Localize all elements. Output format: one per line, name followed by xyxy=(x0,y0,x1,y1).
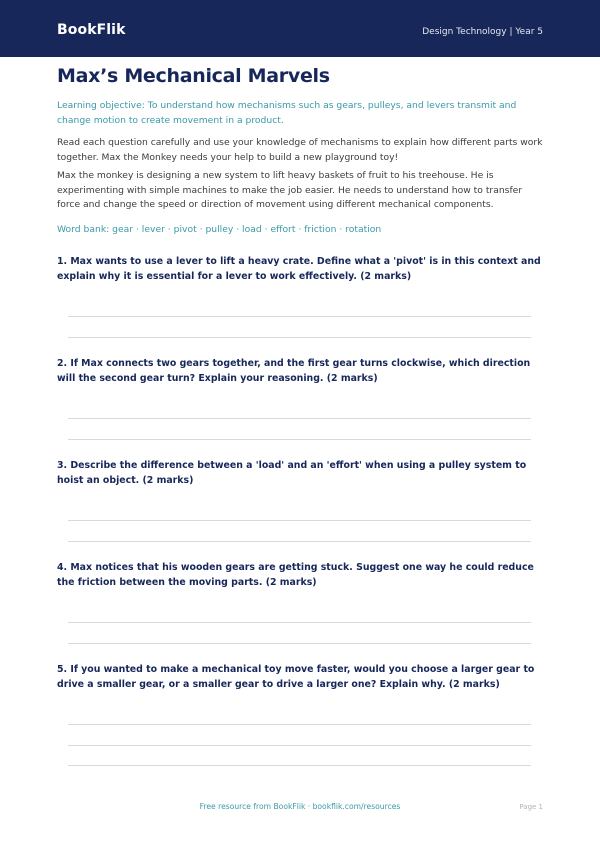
page-number: Page 1 xyxy=(519,803,543,811)
word-bank: Word bank: gear · lever · pivot · pulley · load · effort · friction · rotation xyxy=(57,224,382,235)
subject-year-label: Design Technology | Year 5 xyxy=(422,27,543,37)
question-5: 5. If you wanted to make a mechanical toy move faster, would you choose a larger gear to drive a smaller gear, or a smaller gear to drive a larger one? Explain why. (2 marks) xyxy=(57,664,535,690)
answer-line[interactable] xyxy=(68,643,531,644)
instructions: Read each question carefully and use your knowledge of mechanisms to explain how different parts work together. Max the Monkey needs your help to build a new playground toy! xyxy=(57,137,543,163)
scenario-text: Max the monkey is designing a new system to lift heavy baskets of fruit to his treehouse. He is experimenting with simple machines to make the job easier. He needs to understand how to transfer force and change the speed or direction of movement using different mechanical components. xyxy=(57,170,523,210)
answer-line[interactable] xyxy=(68,418,531,419)
answer-line[interactable] xyxy=(68,745,531,746)
answer-line[interactable] xyxy=(68,337,531,338)
answer-line[interactable] xyxy=(68,316,531,317)
answer-line[interactable] xyxy=(68,724,531,725)
question-4: 4. Max notices that his wooden gears are getting stuck. Suggest one way he could reduce the friction between the moving parts. (2 marks) xyxy=(57,562,534,588)
question-3: 3. Describe the difference between a 'load' and an 'effort' when using a pulley system to hoist an object. (2 marks) xyxy=(57,460,527,486)
brand-logo: BookFlik xyxy=(57,22,126,38)
answer-line[interactable] xyxy=(68,439,531,440)
answer-line[interactable] xyxy=(68,520,531,521)
learning-objective: Learning objective: To understand how mechanisms such as gears, pulleys, and levers transmit and change motion to create movement in a product. xyxy=(57,100,517,126)
answer-line[interactable] xyxy=(68,765,531,766)
header-bar xyxy=(0,0,600,57)
answer-line[interactable] xyxy=(68,622,531,623)
footer-credit: Free resource from BookFlik · bookflik.com/resources xyxy=(199,802,401,811)
question-1: 1. Max wants to use a lever to lift a heavy crate. Define what a 'pivot' is in this context and explain why it is essential for a lever to work effectively. (2 marks) xyxy=(57,256,541,282)
page-title: Max’s Mechanical Marvels xyxy=(57,65,330,87)
question-2: 2. If Max connects two gears together, and the first gear turns clockwise, which direction will the second gear turn? Explain your reasoning. (2 marks) xyxy=(57,358,531,384)
answer-line[interactable] xyxy=(68,541,531,542)
